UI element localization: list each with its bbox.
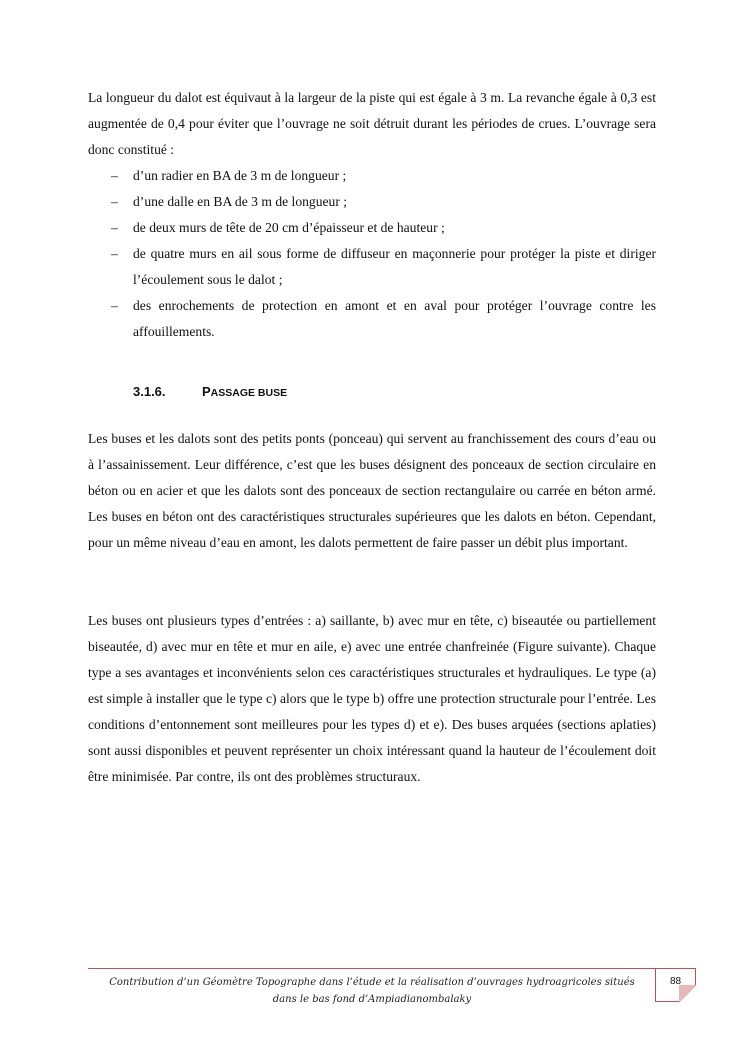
section-title-rest: ASSAGE BUSE bbox=[210, 387, 288, 399]
bullet-marker: – bbox=[111, 194, 118, 209]
footer-text: Contribution d’un Géomètre Topographe dans l’étude et la réalisation d’ouvrages hydroagricoles situés dans le bas fond d’Ampiadianombalaky bbox=[109, 977, 635, 1005]
page-curl-icon bbox=[679, 985, 697, 1003]
list-item bbox=[88, 163, 656, 189]
list-item bbox=[88, 293, 656, 345]
list-item-text: d’une dalle en BA de 3 m de longueur ; bbox=[133, 194, 348, 209]
bullet-marker: – bbox=[111, 298, 118, 313]
page-number: 88 bbox=[669, 976, 682, 987]
bullet-marker: – bbox=[111, 220, 118, 235]
list-item-text: de deux murs de tête de 20 cm d’épaisseur et de hauteur ; bbox=[133, 220, 445, 235]
bullet-marker: – bbox=[111, 246, 118, 261]
section-heading bbox=[133, 384, 287, 399]
footer-divider bbox=[88, 968, 655, 969]
list-item bbox=[88, 189, 656, 215]
page-number-box bbox=[655, 968, 696, 1002]
paragraph-buses: Les buses et les dalots sont des petits ponts (ponceau) qui servent au franchissement des cours d’eau ou à l’assainissement. Leur différence, c’est que les buses désignent des ponceaux de section circulaire en béton ou en acier et que les dalots sont des ponceaux de section rectangulaire ou carrée en béton armé. Les buses en béton ont des caractéristiques structurales supérieures que les dalots en béton. Cependant, pour un même niveau d’eau en amont, les dalots permettent de faire passer un débit plus important. bbox=[88, 431, 656, 550]
section-number: 3.1.6. bbox=[133, 384, 166, 399]
bullet-marker: – bbox=[111, 168, 118, 183]
list-item-text: des enrochements de protection en amont et en aval pour protéger l’ouvrage contre les affouillements. bbox=[133, 298, 656, 339]
list-item-text: d’un radier en BA de 3 m de longueur ; bbox=[133, 168, 347, 183]
list-item bbox=[88, 215, 656, 241]
list-item-text: de quatre murs en ail sous forme de diffuseur en maçonnerie pour protéger la piste et diriger l’écoulement sous le dalot ; bbox=[133, 246, 656, 287]
paragraph-entrees: Les buses ont plusieurs types d’entrées : a) saillante, b) avec mur en tête, c) biseautée ou partiellement biseautée, d) avec mur en tête et mur en aile, e) avec une entrée chanfreinée (Figure suivante). Chaque type a ses avantages et inconvénients selon ces caractéristiques structurales et hydrauliques. Le type (a) est simple à installer que le type c) alors que le type b) offre une protection structurale pour l’entrée. Les conditions d’entonnement sont meilleures pour les types d) et e). Des buses arquées (sections aplaties) sont aussi disponibles et peuvent représenter un choix intéressant quand la hauteur de l’écoulement doit être minimisée. Par contre, ils ont des problèmes structuraux. bbox=[88, 613, 656, 784]
list-item bbox=[88, 241, 656, 293]
bullet-list bbox=[88, 163, 656, 345]
section-title-initial: P bbox=[202, 384, 211, 399]
paragraph-intro: La longueur du dalot est équivaut à la largeur de la piste qui est égale à 3 m. La revanche égale à 0,3 est augmentée de 0,4 pour éviter que l’ouvrage ne soit détruit durant les périodes de crues. L’ouvrage sera donc constitué : bbox=[88, 90, 656, 157]
